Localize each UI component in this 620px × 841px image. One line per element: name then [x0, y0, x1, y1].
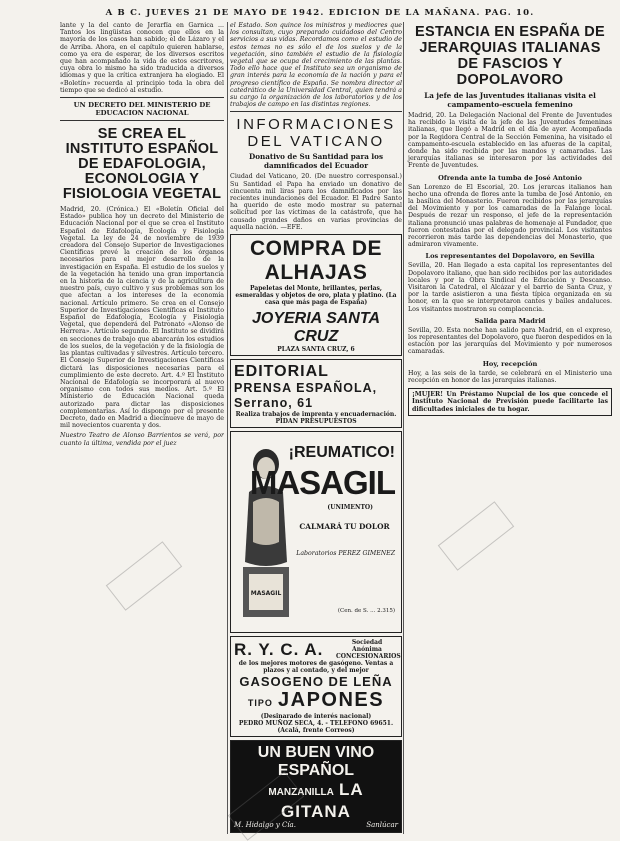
- salida-title: Salida para Madrid: [474, 316, 546, 325]
- ad-alhajas-title: COMPRA DE ALHAJAS: [249, 237, 383, 285]
- ad-masagil: [230, 431, 402, 633]
- prestamo-nupcial-text: ¡MUJER! Un Préstamo Nupcial de los que concede el Instituto Nacional de Previsión puede facilitarte las dificultades iniciales de tu hogar.: [412, 391, 608, 413]
- vaticano-subhead: Donativo de Su Santidad para los damnificados del Ecuador: [249, 152, 383, 170]
- ad-alhajas-text: Papeletas del Monte, brillantes, perlas, esmeraldas y objetos de oro, plata y platino. (La casa que más paga de España): [235, 285, 397, 307]
- column-left: [60, 22, 224, 834]
- ad-vino-brand: LA GITANA: [281, 780, 364, 822]
- ad-masagil-headline: ¡REUMATICO!: [288, 444, 395, 462]
- ad-editorial: [230, 359, 402, 428]
- ad-joyeria: [230, 308, 402, 356]
- ad-masagil-reg: (Cen. de S. ... 2.315): [337, 608, 395, 615]
- ad-prensa-title: PRENSA ESPAÑOLA, Serrano, 61: [234, 381, 378, 411]
- svg-text:MASAGIL: MASAGIL: [250, 590, 282, 598]
- column-right: [402, 22, 612, 834]
- closing-text: Nuestro Teatro de Alonso Barrientos se verá, por cuanto la última, vendida por el juez: [60, 432, 224, 447]
- ad-vino-headline: UN BUEN VINO ESPAÑOL: [257, 744, 375, 780]
- ofrenda-title: Ofrenda ante la tumba de José Antonio: [438, 173, 582, 182]
- recepcion-title: Hoy, recepción: [482, 359, 538, 368]
- prestamo-nupcial-box: [408, 388, 612, 416]
- recepcion-body: Hoy, a las seis de la tarde, se celebrará en el Ministerio una recepción en honor de las jerarquías italianas.: [408, 369, 612, 384]
- representantes-body: Sevilla, 20. Han llegado a esta capital los representantes del Dopolavoro italiano, que han sido recibidos por las autoridades locales y por la Obra Sindical de Educación y Descanso. Visitaron la Catedral, el Alcázar y el barrio de Santa Cruz, y por la tarde asistieron a una fiesta típica organizada en su honor, en la que se interpretaron cantes y bailes andaluces. Los visitantes mostraron su complacencia.: [408, 262, 612, 313]
- article-body: Madrid, 20. (Crónica.) El «Boletín Oficial del Estado» publica hoy un decreto del Ministerio de Educación Nacional por el que se crea el Instituto Español de Edafología, Ecología y Fisiología Vegetal. La ley de 24 de noviembre de 1939 creadora del Consejo Superior de Investigaciones Científicas prevé la creación de los órganos necesarios para el mejor desarrollo de la investigación en España. El estudio de los suelos y de la vegetación ha tenido una gran importancia en la historia de la ciencia y de la agricultura de nuestro país, cuyo cultivo y sus problemas son los que afectan a los intereses de la economía nacional. Artículo primero. Se crea en el Consejo Superior de Investigaciones Científicas el Instituto Español de Edafología, Ecología y Fisiología Vegetal, que dependerá del Patronato «Alonso de Herrera». Artículo segundo. El Instituto se dividirá en secciones de trabajo que abarcarán los estudios de los suelos, de la vegetación y de la fisiología de las plantas cultivadas y silvestres. Artículo tercero. El Consejo Superior de Investigaciones Científicas dictará las disposiciones necesarias para el cumplimiento de este decreto. Art. 4.º El Instituto Nacional de Edafología se incorporará al nuevo organismo con todos sus medios. Art. 5.º El Ministerio de Educación Nacional queda autorizado para dictar las disposiciones complementarias. Así lo dispongo por el presente Decreto, dado en Madrid a diecinueve de mayo de mil novecientos cuarenta y dos.: [60, 206, 224, 430]
- ad-ryca-note: (Desinarado de interés nacional): [260, 713, 372, 721]
- page-header: A B C. JUEVES 21 DE MAYO DE 1942. EDICION DE LA MAÑANA. PAG. 10.: [105, 8, 535, 18]
- ad-ryca-japones: JAPONES: [278, 689, 385, 712]
- ad-ryca-tipo: TIPO: [247, 698, 273, 709]
- vaticano-body: Ciudad del Vaticano, 20. (De nuestro corresponsal.) Su Santidad el Papa ha enviado un donativo de cincuenta mil liras para los damnificados por las recientes inundaciones del Ecuador. El Padre Santo ha querido de este modo mostrar su paternal solicitud por las víctimas de la catástrofe, que ha causado grandes daños en varias provincias de aquella nación. —EFE.: [230, 173, 402, 231]
- ad-vino-place: Sanlúcar: [366, 821, 398, 830]
- intro-text: lante y la del canto de Jerarfía en Garnica ... Tantos los lingüistas conocen que ellos en la mayoría de los casos han sabido; el de Lázaro y el de Arriba. Ahora, en el capítulo quieren hablarse, como ya era de esperar, de los diversos escritos que han acompañado la vida de estos escritores, cuya obra lo mismo ha sido traducida a diversos idiomas y que la crítica extranjera ha elogiado. El «Boletín» recuerda al principio toda la obra del tiempo que se dedicó al estudio.: [60, 22, 224, 94]
- ad-masagil-unit: (UNIMENTO): [327, 504, 373, 512]
- ad-masagil-claim: CALMARÁ TU DOLOR: [299, 522, 390, 532]
- ad-editorial-title: EDITORIAL: [234, 363, 329, 381]
- column-middle: [230, 22, 402, 834]
- representantes-title: Los representantes del Dopolavoro, en Sevilla: [425, 252, 595, 261]
- ad-ryca-address: PEDRO MUÑOZ SECA, 4. - TELEFONO 69651. (Acalá, frente Correos): [238, 720, 394, 735]
- divider: [60, 97, 224, 98]
- divider: [60, 120, 224, 121]
- ad-masagil-brand: MASAGIL: [249, 464, 395, 502]
- ad-vino-maker: M. Hidalgo y Cía.: [234, 821, 296, 830]
- ofrenda-body: San Lorenzo de El Escorial, 20. Los jerarcas italianos han hecho una ofrenda de flores ante la tumba de José Antonio, en la basílica del Monasterio. Fueron recibidos por las jerarquías del Movimiento y por los camaradas de la Falange local. Después de rezar un responso, el jefe de la representación italiana pronunció unas palabras de homenaje al Fundador, que fueron contestadas por el delegado provincial. Los visitantes recorrieron más tarde las dependencias del Monasterio, que admiraron vivamente.: [408, 183, 612, 249]
- top-text: el Estado. Son quince los ministros y mediocres que los consultan, cuyo preparado cuidadoso del Centro servicios a sus vidas. Recordamos como el estudio de estos temas no es sólo el de los suelos y de la vegetación, sino también el estudio de la fisiología vegetal que se ocupa del crecimiento de las plantas. Todo ello hace que el Instituto sea un organismo de gran interés para la economía de la nación y para el progreso científico de España. Se nombra director al catedrático de la Universidad Central, quien tendrá a su cargo la organización de los laboratorios y de los trabajos de campo en las distintas regiones.: [230, 22, 402, 109]
- ad-ryca-gasogeno: GASOGENO DE LEÑA: [239, 674, 393, 690]
- ad-ryca: [230, 636, 402, 737]
- column-rule: [227, 22, 228, 834]
- ad-ryca-tipo-row: [234, 689, 398, 713]
- headline-instituto: SE CREA EL INSTITUTO ESPAÑOL DE EDAFOLOGIA, ECONOLOGIA Y FISIOLOGIA VEGETAL: [62, 126, 222, 203]
- headline-estancia: ESTANCIA EN ESPAÑA DE JERARQUIAS ITALIANAS DE FASCIOS Y DOPOLAVORO: [415, 24, 605, 88]
- ad-ryca-line: de los mejores motores de gasógeno. Ventas a plazos y al contado, y del mejor: [238, 660, 394, 675]
- estancia-subhead: La jefe de las Juventudes italianas visita el campamento-escuela femenino: [424, 91, 596, 109]
- ad-masagil-lab: Laboratorios PEREZ GIMENEZ: [296, 550, 395, 558]
- ad-compra-alhajas: [230, 234, 402, 309]
- ad-vino-prefix: MANZANILLA: [268, 787, 334, 799]
- divider: [230, 111, 402, 112]
- ad-ryca-side: Sociedad Anónima CONCESIONARIOS: [336, 639, 401, 661]
- headline-vaticano: INFORMACIONES DEL VATICANO: [236, 116, 396, 151]
- ad-prensa-text: Realiza trabajos de imprenta y encuadernación. PIDAN PRESUPUESTOS: [235, 411, 397, 426]
- ad-ryca-brand: R. Y. C. A.: [234, 640, 324, 660]
- ad-joyeria-title: JOYERIA SANTA CRUZ: [251, 310, 380, 346]
- estancia-body: Madrid, 20. La Delegación Nacional del Frente de Juventudes ha recibido la visita de la jefe de las Juventudes femeninas italianas, que llegó a Madrid en el día de ayer. Acompañada por la Regidora Central de la Sección Femenina, ha visitado el campamento-escuela establecido en las afueras de la capital, donde ha sido recibida por las mandos y camaradas. Las jerarquías italianas se interesaron por las actividades del Frente de Juventudes.: [408, 112, 612, 170]
- salida-body: Sevilla, 20. Esta noche han salido para Madrid, en el expreso, los representantes del Dopolavoro, que fueron despedidos en la estación por las jerarquías del Movimiento y por numerosos camaradas.: [408, 326, 612, 356]
- ad-joyeria-address: PLAZA SANTA CRUZ, 6: [277, 346, 355, 354]
- ad-ryca-top: [234, 639, 401, 661]
- decree-label: UN DECRETO DEL MINISTERIO DE EDUCACION NACIONAL: [73, 101, 211, 118]
